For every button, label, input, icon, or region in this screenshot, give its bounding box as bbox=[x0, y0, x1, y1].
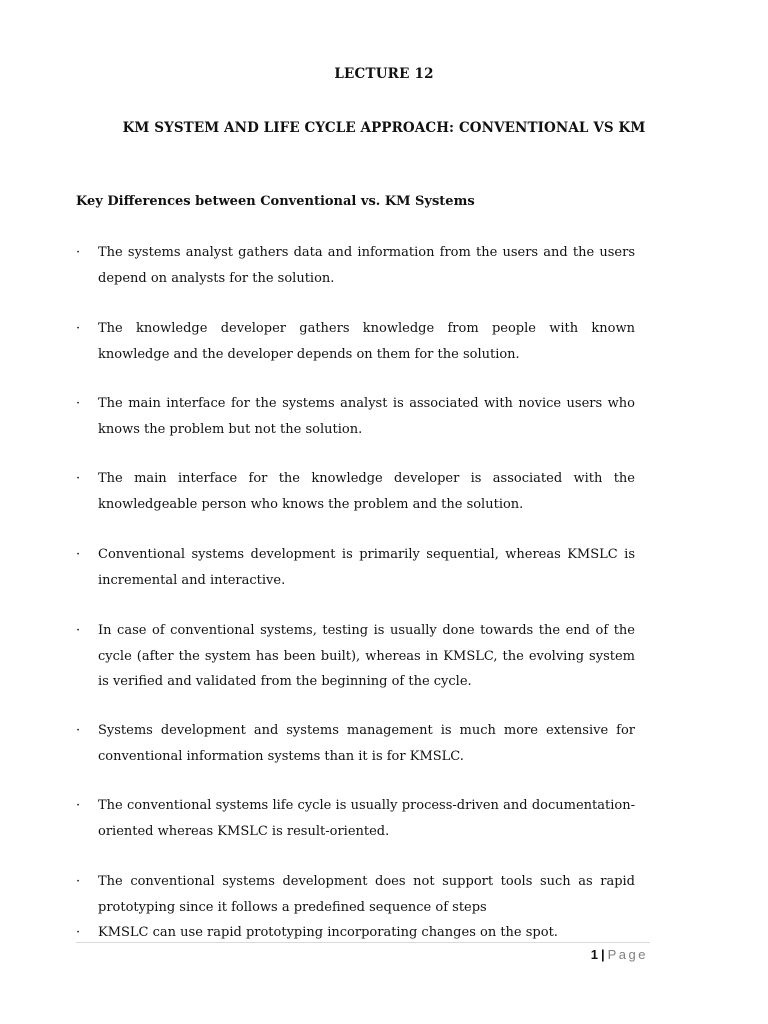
lecture-title: LECTURE 12 bbox=[334, 66, 434, 82]
list-item-text: The main interface for the systems analyst is associated with novice users who knows the problem but not the solution. bbox=[98, 396, 635, 437]
bullet-marker: · bbox=[76, 723, 81, 738]
list-item-text: Systems development and systems management is much more extensive for conventional information systems than it is for KMSLC. bbox=[98, 723, 635, 764]
footer-divider bbox=[76, 942, 650, 943]
bullet-marker: · bbox=[76, 245, 81, 260]
list-item bbox=[76, 240, 636, 291]
bullet-marker: · bbox=[76, 471, 81, 486]
list-item bbox=[76, 391, 636, 442]
list-item bbox=[76, 466, 636, 517]
page-label: Page bbox=[607, 947, 648, 962]
list-item bbox=[76, 869, 636, 920]
list-item-text: The knowledge developer gathers knowledge from people with known knowledge and the developer depends on them for the solution. bbox=[98, 321, 635, 362]
list-item-text: The conventional systems development does not support tools such as rapid prototyping since it follows a predefined sequence of steps bbox=[98, 874, 635, 915]
section-heading: Key Differences between Conventional vs. KM Systems bbox=[76, 194, 475, 209]
list-item-text: In case of conventional systems, testing is usually done towards the end of the cycle (after the system has been built), whereas in KMSLC, the evolving system is verified and validated from the beginning of the cycle. bbox=[98, 623, 635, 689]
bullet-marker: · bbox=[76, 798, 81, 813]
list-item-text: Conventional systems development is primarily sequential, whereas KMSLC is incremental and interactive. bbox=[98, 547, 635, 588]
list-item bbox=[76, 793, 636, 844]
list-item-text: The systems analyst gathers data and information from the users and the users depend on analysts for the solution. bbox=[98, 245, 635, 286]
list-item bbox=[76, 718, 636, 769]
list-item-text: The conventional systems life cycle is usually process-driven and documentation-oriented whereas KMSLC is result-oriented. bbox=[98, 798, 635, 839]
bullet-marker: · bbox=[76, 396, 81, 411]
bullet-marker: · bbox=[76, 925, 81, 940]
lecture-subtitle: KM SYSTEM AND LIFE CYCLE APPROACH: CONVENTIONAL VS KM bbox=[122, 120, 646, 136]
list-item bbox=[76, 316, 636, 367]
bullet-marker: · bbox=[76, 321, 81, 336]
bullet-marker: · bbox=[76, 623, 81, 638]
page-number: 1 bbox=[590, 947, 598, 962]
list-item-text: KMSLC can use rapid prototyping incorporating changes on the spot. bbox=[98, 925, 558, 940]
list-item bbox=[76, 542, 636, 593]
list-item bbox=[76, 618, 636, 695]
bullet-marker: · bbox=[76, 547, 81, 562]
list-item-text: The main interface for the knowledge developer is associated with the knowledgeable person who knows the problem and the solution. bbox=[98, 471, 635, 512]
page-footer bbox=[591, 947, 648, 962]
bullet-marker: · bbox=[76, 874, 81, 889]
page-separator: | bbox=[600, 947, 605, 962]
